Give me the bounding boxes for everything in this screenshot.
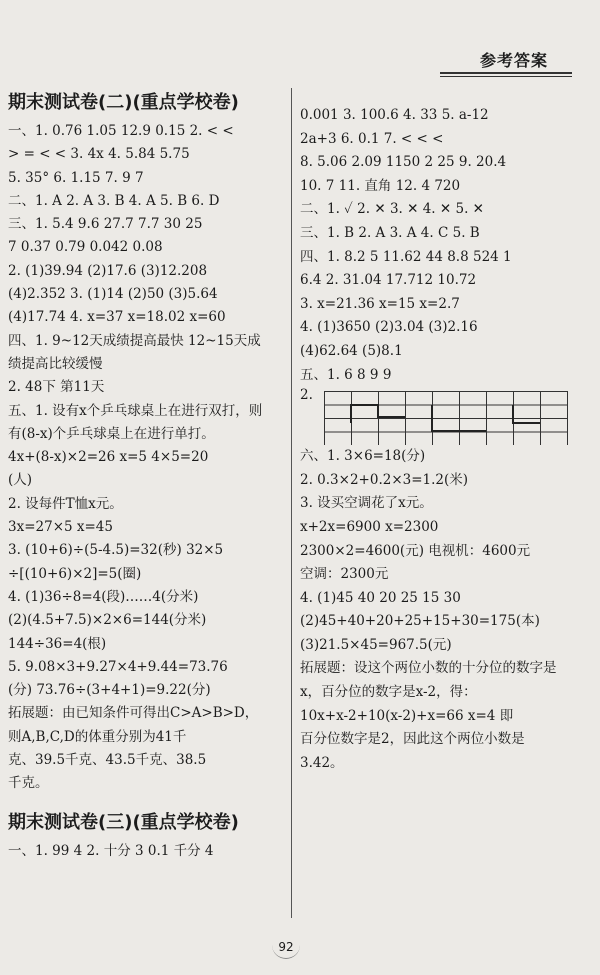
grid-cell — [433, 405, 460, 419]
answer-line: 三、1. B 2. A 3. A 4. C 5. B — [300, 224, 480, 241]
grid-cell — [433, 432, 460, 445]
answer-line: 四、1. 8.2 5 11.62 44 8.8 524 1 — [300, 248, 512, 265]
grid-cell — [325, 405, 352, 419]
grid-cell — [541, 419, 568, 433]
grid-cell — [514, 405, 541, 419]
section-title-exam-2: 期末测试卷(二)(重点学校卷) — [8, 92, 239, 113]
answer-line: 千克。 — [8, 775, 49, 792]
grid-shape-line — [513, 405, 540, 423]
grid-cell — [460, 405, 487, 419]
answer-line: 2. (1)39.94 (2)17.6 (3)12.208 — [8, 262, 208, 279]
answer-line: 空调：2300元 — [300, 566, 389, 583]
grid-cell — [460, 432, 487, 445]
page-number: 92 — [272, 940, 300, 959]
grid-label: 2. — [300, 387, 313, 404]
answer-line: 5. 35° 6. 1.15 7. 9 7 — [8, 169, 144, 186]
answer-line: 则A,B,C,D的体重分别为41千 — [8, 728, 187, 745]
answer-line: 10. 7 11. 直角 12. 4 720 — [300, 177, 461, 194]
answer-line: x+2x=6900 x=2300 — [300, 518, 439, 535]
section-title-exam-3: 期末测试卷(三)(重点学校卷) — [8, 811, 239, 833]
answer-grid-drawing — [324, 391, 568, 445]
answer-line: (4)2.352 3. (1)14 (2)50 (3)5.64 — [8, 286, 218, 303]
answer-line: 拓展题：设这个两位小数的十分位的数字是 — [300, 660, 557, 677]
exam-2-answers — [8, 120, 283, 796]
answer-line: 克、39.5千克、43.5千克、38.5 — [8, 752, 207, 769]
answer-line: 10x+x-2+10(x-2)+x=66 x=4 即 — [300, 707, 514, 724]
exam-3-answers — [8, 840, 283, 863]
grid-cell — [379, 432, 406, 445]
answer-line: (人) — [8, 472, 33, 489]
grid-cell — [352, 419, 379, 433]
exam-3-answers-continued — [300, 104, 592, 387]
answer-line: 2. 48下 第11天 — [8, 379, 105, 396]
header-rule-thin — [440, 76, 572, 77]
grid-cell — [352, 432, 379, 445]
answer-line: (3)21.5×45=967.5(元) — [300, 636, 452, 653]
answer-line: 4x+(8-x)×2=26 x=5 4×5=20 — [8, 449, 209, 466]
answer-line: 四、1. 9~12天成绩提高最快 12~15天成 — [8, 332, 261, 349]
grid-cell — [487, 392, 514, 406]
answer-line: 二、1. ✓ 2. ✕ 3. ✕ 4. ✕ 5. ✕ — [300, 201, 484, 218]
answer-line: 3. 设买空调花了x元。 — [300, 495, 433, 512]
right-column — [300, 104, 592, 775]
grid-cell — [487, 432, 514, 445]
answer-line: 7 0.37 0.79 0.042 0.08 — [8, 239, 163, 256]
grid-cell — [406, 432, 433, 445]
answer-line: 六、1. 3×6=18(分) — [300, 448, 426, 465]
answer-line: 2. 0.3×2+0.2×3=1.2(米) — [300, 471, 469, 488]
answer-line: 一、1. 0.76 1.05 12.9 0.15 2. < < — [8, 123, 234, 139]
left-column — [8, 86, 283, 863]
answer-line: 4. (1)36÷8=4(段)……4(分米) — [8, 588, 199, 605]
answer-line: 8. 5.06 2.09 1150 2 25 9. 20.4 — [300, 154, 507, 171]
grid-cell — [514, 432, 541, 445]
answer-line: 拓展题：由已知条件可得出C>A>B>D， — [8, 705, 259, 722]
answer-line: 五、1. 6 8 9 9 — [300, 366, 392, 383]
grid-cell — [541, 405, 568, 419]
answer-line: 4. (1)45 40 20 25 15 30 — [300, 589, 461, 606]
grid-cell — [325, 419, 352, 433]
answer-line: (4)17.74 4. x=37 x=18.02 x=60 — [8, 309, 226, 326]
grid-answer — [300, 387, 592, 445]
answer-line: 2a+3 6. 0.1 7. < < < — [300, 130, 444, 147]
answer-line: 0.001 3. 100.6 4. 33 5. a-12 — [300, 107, 489, 123]
header-rule — [440, 72, 572, 74]
grid-cell — [541, 392, 568, 406]
answer-line: 3. x=21.36 x=15 x=2.7 — [300, 295, 460, 312]
answer-line: (2)45+40+20+25+15+30=175(本) — [300, 613, 540, 630]
answer-line: (4)62.64 (5)8.1 — [300, 342, 403, 359]
answer-line: 二、1. A 2. A 3. B 4. A 5. B 6. D — [8, 192, 220, 209]
grid-cell — [379, 392, 406, 406]
answer-line: > = < < 3. 4x 4. 5.84 5.75 — [8, 146, 190, 163]
grid-cell — [352, 392, 379, 406]
answer-line: 4. (1)3650 (2)3.04 (3)2.16 — [300, 319, 478, 336]
grid-cell — [406, 405, 433, 419]
exam-3-answers-part-6 — [300, 445, 592, 775]
grid-cell — [460, 419, 487, 433]
grid-cell — [487, 419, 514, 433]
answer-line: 3. (10+6)÷(5-4.5)=32(秒) 32×5 — [8, 542, 224, 559]
answer-line: 百分位数字是2，因此这个两位小数是 — [300, 731, 525, 748]
answer-line: (2)(4.5+7.5)×2×6=144(分米) — [8, 612, 207, 629]
column-divider — [291, 88, 292, 918]
grid-cell — [406, 419, 433, 433]
grid-cell — [379, 419, 406, 433]
answer-line: 2. 设每件T恤x元。 — [8, 495, 123, 512]
answer-line: 三、1. 5.4 9.6 27.7 7.7 30 25 — [8, 216, 203, 233]
answer-line: ÷[(10+6)×2]=5(圈) — [8, 565, 142, 582]
grid-cell — [460, 392, 487, 406]
grid-cell — [514, 419, 541, 433]
answer-line: 一、1. 99 4 2. 十分 3 0.1 千分 4 — [8, 842, 214, 859]
answer-line: 有(8-x)个乒乓球桌上在进行单打。 — [8, 425, 215, 442]
grid-cell — [433, 419, 460, 433]
answer-line: 6.4 2. 31.04 17.712 10.72 — [300, 272, 477, 289]
answer-line: x，百分位的数字是x-2，得： — [300, 684, 477, 701]
grid-cell — [352, 405, 379, 419]
answer-line: 3.42。 — [300, 754, 344, 771]
answer-line: 绩提高比较缓慢 — [8, 355, 103, 372]
grid-cell — [487, 405, 514, 419]
answer-line: 144÷36=4(根) — [8, 635, 107, 652]
answer-line: 2300×2=4600(元) 电视机：4600元 — [300, 542, 531, 559]
grid-cell — [514, 392, 541, 406]
grid-cell — [406, 392, 433, 406]
answer-line: (分) 73.76÷(3+4+1)=9.22(分) — [8, 682, 211, 699]
grid-cell — [541, 432, 568, 445]
grid-cell — [325, 432, 352, 445]
grid-cell — [325, 392, 352, 406]
grid-cell — [433, 392, 460, 406]
answer-line: 五、1. 设有x个乒乓球桌上在进行双打，则 — [8, 402, 263, 419]
answer-line: 3x=27×5 x=45 — [8, 519, 113, 536]
header-title: 参考答案 — [480, 51, 549, 70]
answer-line: 5. 9.08×3+9.27×4+9.44=73.76 — [8, 658, 228, 675]
